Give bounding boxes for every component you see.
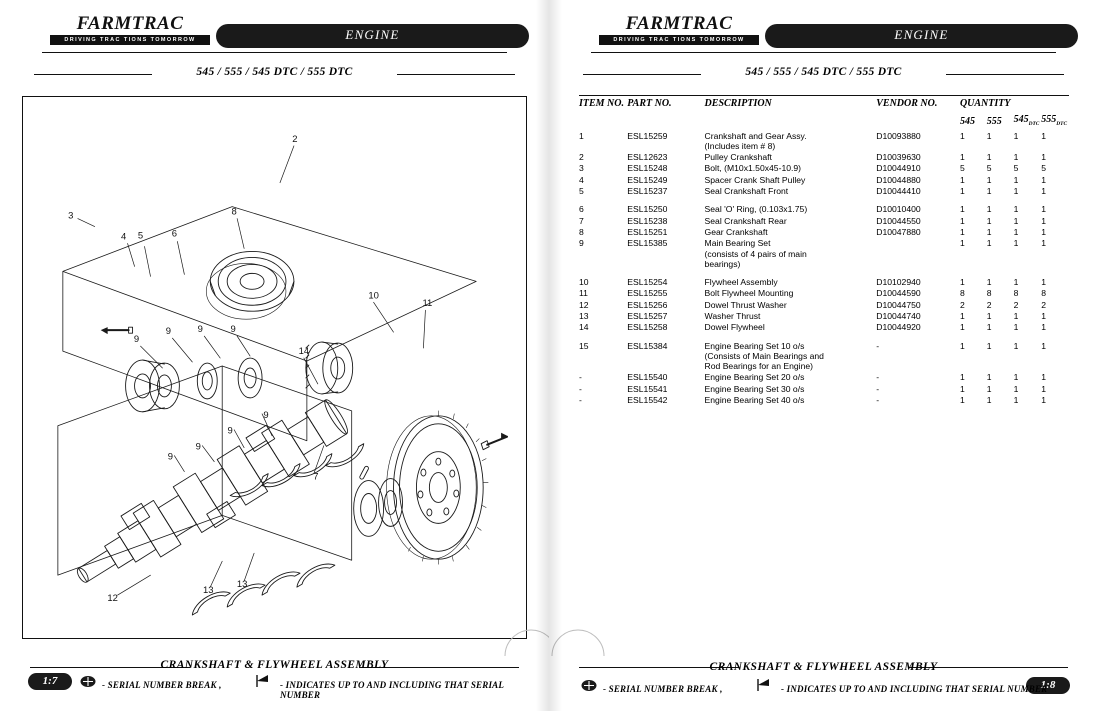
cell-qty-545dtc: 1 bbox=[1013, 383, 1019, 394]
cell-vendor-no: - bbox=[876, 383, 880, 394]
cell-vendor-no: D10044410 bbox=[876, 186, 921, 197]
svg-text:10: 10 bbox=[368, 290, 379, 302]
cell-vendor-no: D10102940 bbox=[876, 276, 921, 287]
table-row[interactable] bbox=[579, 226, 1069, 237]
cell-description: Bolt, (M10x1.50x45-10.9) bbox=[704, 163, 802, 174]
cell-qty-555dtc: 1 bbox=[1041, 372, 1047, 383]
th-qty-545: 545 bbox=[959, 116, 975, 127]
table-row[interactable] bbox=[579, 288, 1069, 299]
svg-text:4: 4 bbox=[120, 231, 127, 243]
brand-logo-right bbox=[599, 14, 759, 45]
brand-name-right: FARMTRAC bbox=[625, 13, 733, 34]
cell-part-no: ESL15251 bbox=[627, 227, 668, 238]
cell-qty-545dtc: 1 bbox=[1013, 340, 1019, 351]
cell-part-no: ESL12623 bbox=[627, 152, 668, 163]
cell-qty-555: 1 bbox=[986, 130, 992, 141]
cell-description: Pulley Crankshaft bbox=[704, 152, 772, 163]
cell-qty-555dtc: 1 bbox=[1041, 322, 1047, 333]
page-header-left bbox=[20, 8, 529, 66]
cell-item-no: 1 bbox=[579, 130, 584, 141]
page-footer-left bbox=[22, 659, 527, 703]
table-row[interactable] bbox=[579, 215, 1069, 226]
cell-item-no: 2 bbox=[579, 152, 584, 163]
table-spacer-row bbox=[579, 269, 1069, 276]
cell-item-no: 14 bbox=[579, 322, 589, 333]
svg-text:13: 13 bbox=[203, 585, 214, 597]
cell-qty-545dtc: 1 bbox=[1013, 204, 1019, 215]
cell-description: Engine Bearing Set 30 o/s bbox=[704, 383, 805, 394]
cell-description: Dowel Flywheel bbox=[704, 322, 765, 333]
section-title-pill bbox=[216, 24, 529, 48]
cell-qty-545: 1 bbox=[959, 383, 965, 394]
cell-part-no: ESL15255 bbox=[627, 288, 668, 299]
cell-qty-545: 1 bbox=[959, 322, 965, 333]
svg-text:11: 11 bbox=[422, 298, 433, 310]
svg-text:9: 9 bbox=[167, 451, 174, 463]
table-row[interactable] bbox=[579, 322, 1069, 333]
cell-qty-555dtc: 1 bbox=[1041, 340, 1047, 351]
models-text-right: 545 / 555 / 545 DTC / 555 DTC bbox=[745, 66, 902, 78]
diagram-frame bbox=[22, 96, 527, 639]
cell-part-no: ESL15237 bbox=[627, 186, 668, 197]
cell-qty-555dtc: 1 bbox=[1041, 276, 1047, 287]
cell-qty-545dtc: 1 bbox=[1013, 130, 1019, 141]
cell-item-no: - bbox=[579, 394, 582, 405]
cell-qty-555dtc: 1 bbox=[1041, 215, 1047, 226]
svg-text:9: 9 bbox=[197, 324, 203, 336]
cell-qty-555: 8 bbox=[986, 288, 992, 299]
cell-qty-555dtc: 1 bbox=[1041, 186, 1047, 197]
cell-qty-545: 1 bbox=[959, 238, 965, 249]
svg-text:9: 9 bbox=[195, 441, 201, 453]
cell-item-no: 13 bbox=[579, 310, 589, 321]
page-footer-right bbox=[571, 661, 1076, 705]
page-number-right: 1:8 bbox=[1026, 677, 1070, 694]
models-text: 545 / 555 / 545 DTC / 555 DTC bbox=[196, 66, 353, 78]
book-binding-shadow bbox=[536, 0, 562, 711]
th-item: ITEM NO. bbox=[579, 98, 625, 109]
table-row[interactable] bbox=[579, 185, 1069, 196]
cell-vendor-no: D10093880 bbox=[876, 130, 921, 141]
cell-qty-545: 1 bbox=[959, 215, 965, 226]
svg-text:9: 9 bbox=[227, 425, 233, 437]
table-spacer-row bbox=[579, 333, 1069, 340]
cell-qty-555: 1 bbox=[986, 204, 992, 215]
models-line-left bbox=[20, 66, 529, 78]
cell-qty-545: 1 bbox=[959, 276, 965, 287]
svg-text:3: 3 bbox=[68, 210, 74, 222]
cell-qty-555: 1 bbox=[986, 340, 992, 351]
footer-note-including: - INDICATES UP TO AND INCLUDING THAT SERIAL NUMBER bbox=[280, 680, 504, 700]
svg-text:2: 2 bbox=[292, 133, 298, 145]
page-header-right bbox=[569, 8, 1078, 66]
cell-qty-555: 1 bbox=[986, 372, 992, 383]
table-row[interactable] bbox=[579, 299, 1069, 310]
table-row[interactable] bbox=[579, 163, 1069, 174]
cell-qty-545: 5 bbox=[959, 163, 965, 174]
models-rule-right bbox=[397, 74, 515, 75]
cell-qty-545: 1 bbox=[959, 372, 965, 383]
cell-description: Engine Bearing Set 20 o/s bbox=[704, 372, 805, 383]
cell-item-no: 7 bbox=[579, 215, 584, 226]
cell-qty-555dtc: 1 bbox=[1041, 227, 1047, 238]
models-rule-left bbox=[34, 74, 152, 75]
cell-description: Engine Bearing Set 40 o/s bbox=[704, 394, 805, 405]
table-row[interactable] bbox=[579, 383, 1069, 394]
svg-text:9: 9 bbox=[133, 334, 140, 346]
cell-qty-555: 1 bbox=[986, 215, 992, 226]
cell-qty-545: 1 bbox=[959, 394, 965, 405]
cell-vendor-no: - bbox=[876, 372, 880, 383]
cell-qty-545: 1 bbox=[959, 204, 965, 215]
cell-qty-545: 8 bbox=[959, 288, 965, 299]
cell-qty-545dtc: 1 bbox=[1013, 394, 1019, 405]
models-line-right bbox=[569, 66, 1078, 78]
table-row[interactable] bbox=[579, 310, 1069, 321]
th-qty-545dtc: $545_{DTC}$ bbox=[1013, 114, 1040, 127]
cell-vendor-no: D10044740 bbox=[876, 310, 921, 321]
cell-vendor-no: - bbox=[876, 340, 880, 351]
header-rule-right bbox=[591, 52, 1056, 53]
cell-qty-545dtc: 1 bbox=[1013, 215, 1019, 226]
cell-qty-555: 1 bbox=[986, 238, 992, 249]
cell-vendor-no: D10047880 bbox=[876, 227, 921, 238]
cell-qty-545dtc: 1 bbox=[1013, 186, 1019, 197]
svg-text:9: 9 bbox=[263, 409, 269, 421]
cell-qty-545dtc: 1 bbox=[1013, 372, 1019, 383]
cell-qty-545: 1 bbox=[959, 174, 965, 185]
cell-qty-555dtc: 1 bbox=[1041, 174, 1047, 185]
cell-vendor-no: D10044880 bbox=[876, 174, 921, 185]
cell-part-no: ESL15254 bbox=[627, 276, 668, 287]
svg-text:12: 12 bbox=[107, 593, 118, 605]
table-row[interactable] bbox=[579, 394, 1069, 405]
table-row[interactable] bbox=[579, 340, 1069, 372]
section-title-pill-right bbox=[765, 24, 1078, 48]
cell-qty-545dtc: 1 bbox=[1013, 174, 1019, 185]
table-row[interactable] bbox=[579, 130, 1069, 151]
cell-qty-545: 1 bbox=[959, 227, 965, 238]
cell-item-no: 8 bbox=[579, 227, 584, 238]
parts-table-head bbox=[579, 96, 1069, 130]
cell-part-no: ESL15248 bbox=[627, 163, 668, 174]
cell-qty-545dtc: 2 bbox=[1013, 299, 1019, 310]
cell-vendor-no: D10044750 bbox=[876, 299, 921, 310]
cell-description: Main Bearing Set (consists of 4 pairs of main bearings) bbox=[704, 238, 807, 269]
svg-text:9: 9 bbox=[230, 324, 236, 336]
models-rule-right-r bbox=[946, 74, 1064, 75]
cell-part-no: ESL15384 bbox=[627, 340, 668, 351]
cell-vendor-no: D10044590 bbox=[876, 288, 921, 299]
cell-description: Dowel Thrust Washer bbox=[704, 299, 787, 310]
cell-qty-545: 1 bbox=[959, 340, 965, 351]
cell-qty-555dtc: 1 bbox=[1041, 152, 1047, 163]
parts-table-wrap bbox=[579, 95, 1069, 406]
th-quantity: QUANTITY bbox=[959, 98, 1011, 109]
cell-description: Seal Crankshaft Front bbox=[704, 186, 789, 197]
cell-description: Crankshaft and Gear Assy. (Includes item # 8) bbox=[704, 130, 807, 151]
table-row[interactable] bbox=[579, 151, 1069, 162]
footer-note-including-right: - INDICATES UP TO AND INCLUDING THAT SERIAL NUMBER bbox=[781, 684, 1048, 694]
cell-vendor-no: D10039630 bbox=[876, 152, 921, 163]
cell-item-no: 6 bbox=[579, 204, 584, 215]
cell-qty-545dtc: 5 bbox=[1013, 163, 1019, 174]
cell-description: Seal 'O' Ring, (0.103x1.75) bbox=[704, 204, 808, 215]
page-number-left: 1:7 bbox=[28, 673, 72, 690]
cell-description: Gear Crankshaft bbox=[704, 227, 768, 238]
cell-part-no: ESL15385 bbox=[627, 238, 668, 249]
cell-qty-555: 1 bbox=[986, 310, 992, 321]
footer-note-serial: - SERIAL NUMBER BREAK , bbox=[102, 680, 222, 690]
cell-qty-545: 1 bbox=[959, 152, 965, 163]
cell-qty-555dtc: 1 bbox=[1041, 383, 1047, 394]
cell-qty-545: 1 bbox=[959, 310, 965, 321]
cell-item-no: 4 bbox=[579, 174, 584, 185]
th-qty-555dtc: $555_{DTC}$ bbox=[1041, 114, 1068, 127]
header-rule bbox=[42, 52, 507, 53]
footer-note-serial-right: - SERIAL NUMBER BREAK , bbox=[603, 684, 723, 694]
table-row[interactable] bbox=[579, 238, 1069, 270]
cell-qty-545dtc: 1 bbox=[1013, 152, 1019, 163]
section-title: ENGINE bbox=[345, 27, 400, 42]
cell-qty-545: 1 bbox=[959, 186, 965, 197]
cell-vendor-no: D10044920 bbox=[876, 322, 921, 333]
up-to-including-icon-right bbox=[755, 677, 773, 693]
brand-name: FARMTRAC bbox=[76, 13, 184, 34]
crankshaft-flywheel-diagram bbox=[23, 97, 526, 638]
cell-item-no: - bbox=[579, 372, 582, 383]
serial-break-icon bbox=[80, 675, 96, 688]
cell-qty-555: 1 bbox=[986, 394, 992, 405]
table-row[interactable] bbox=[579, 204, 1069, 215]
cell-qty-555dtc: 1 bbox=[1041, 204, 1047, 215]
cell-qty-555: 1 bbox=[986, 276, 992, 287]
cell-qty-545dtc: 1 bbox=[1013, 227, 1019, 238]
cell-description: Engine Bearing Set 10 o/s (Consists of Main Bearings and Rod Bearings for an Engine) bbox=[704, 340, 824, 371]
cell-part-no: ESL15250 bbox=[627, 204, 668, 215]
cell-part-no: ESL15542 bbox=[627, 394, 668, 405]
cell-qty-545dtc: 8 bbox=[1013, 288, 1019, 299]
svg-text:13: 13 bbox=[236, 579, 248, 591]
page-right bbox=[549, 0, 1098, 711]
models-rule-left-r bbox=[583, 74, 701, 75]
cell-part-no: ESL15259 bbox=[627, 130, 668, 141]
cell-item-no: 5 bbox=[579, 186, 584, 197]
cell-part-no: ESL15249 bbox=[627, 174, 668, 185]
cell-qty-555dtc: 2 bbox=[1041, 299, 1047, 310]
cell-qty-555dtc: 1 bbox=[1041, 238, 1047, 249]
cell-vendor-no: D10044910 bbox=[876, 163, 921, 174]
table-row[interactable] bbox=[579, 174, 1069, 185]
cell-vendor-no bbox=[876, 238, 960, 270]
cell-description: Seal Crankshaft Rear bbox=[704, 215, 787, 226]
svg-text:8: 8 bbox=[231, 206, 237, 218]
footer-title: CRANKSHAFT & FLYWHEEL ASSEMBLY bbox=[160, 659, 389, 671]
section-title-right: ENGINE bbox=[894, 27, 949, 42]
svg-text:5: 5 bbox=[137, 230, 144, 242]
cell-qty-545dtc: 1 bbox=[1013, 238, 1019, 249]
cell-part-no: ESL15258 bbox=[627, 322, 668, 333]
th-part: PART NO. bbox=[627, 98, 672, 109]
cell-item-no: 11 bbox=[579, 288, 588, 299]
brand-logo bbox=[50, 14, 210, 45]
cell-qty-545dtc: 1 bbox=[1013, 276, 1019, 287]
cell-qty-555: 1 bbox=[986, 227, 992, 238]
cell-qty-555dtc: 1 bbox=[1041, 394, 1047, 405]
cell-qty-555: 1 bbox=[986, 186, 992, 197]
cell-description: Flywheel Assembly bbox=[704, 276, 778, 287]
cell-qty-545: 1 bbox=[959, 130, 965, 141]
cell-part-no: ESL15257 bbox=[627, 310, 668, 321]
brand-tagline-right: DRIVING TRAC TIONS TOMORROW bbox=[599, 35, 759, 45]
table-row[interactable] bbox=[579, 372, 1069, 383]
cell-qty-555: 5 bbox=[986, 163, 992, 174]
cell-part-no: ESL15256 bbox=[627, 299, 668, 310]
serial-break-icon-right bbox=[581, 679, 597, 692]
parts-table bbox=[579, 96, 1069, 406]
footer-title-right: CRANKSHAFT & FLYWHEEL ASSEMBLY bbox=[709, 661, 938, 673]
cell-qty-555: 2 bbox=[986, 299, 992, 310]
cell-description: Bolt Flywheel Mounting bbox=[704, 288, 794, 299]
cell-item-no: - bbox=[579, 383, 582, 394]
cell-part-no: ESL15238 bbox=[627, 215, 668, 226]
cell-qty-545dtc: 1 bbox=[1013, 322, 1019, 333]
cell-vendor-no: D10010400 bbox=[876, 204, 921, 215]
cell-qty-545dtc: 1 bbox=[1013, 310, 1019, 321]
table-row[interactable] bbox=[579, 276, 1069, 287]
cell-description: Spacer Crank Shaft Pulley bbox=[704, 174, 806, 185]
th-description: DESCRIPTION bbox=[704, 98, 772, 109]
cell-qty-555: 1 bbox=[986, 322, 992, 333]
cell-qty-555: 1 bbox=[986, 152, 992, 163]
cell-qty-555dtc: 1 bbox=[1041, 130, 1047, 141]
cell-item-no: 12 bbox=[579, 299, 589, 310]
cell-part-no: ESL15541 bbox=[627, 383, 668, 394]
cell-qty-555dtc: 5 bbox=[1041, 163, 1047, 174]
parts-table-body bbox=[579, 130, 1069, 406]
svg-text:9: 9 bbox=[165, 326, 172, 338]
svg-text:6: 6 bbox=[171, 228, 178, 240]
th-vendor: VENDOR NO. bbox=[876, 98, 938, 109]
cell-qty-545: 2 bbox=[959, 299, 965, 310]
th-qty-555: 555 bbox=[986, 116, 1002, 127]
cell-part-no: ESL15540 bbox=[627, 372, 668, 383]
cell-item-no: 15 bbox=[579, 340, 589, 351]
cell-qty-555: 1 bbox=[986, 174, 992, 185]
cell-vendor-no: - bbox=[876, 394, 880, 405]
cell-vendor-no: D10044550 bbox=[876, 215, 921, 226]
up-to-including-icon bbox=[254, 673, 272, 689]
cell-description: Washer Thrust bbox=[704, 310, 761, 321]
svg-text:14: 14 bbox=[298, 346, 310, 358]
table-spacer-row bbox=[579, 197, 1069, 204]
cell-item-no: 9 bbox=[579, 238, 584, 249]
cell-qty-555dtc: 8 bbox=[1041, 288, 1047, 299]
cell-item-no: 10 bbox=[579, 276, 589, 287]
cell-item-no: 3 bbox=[579, 163, 584, 174]
cell-qty-555: 1 bbox=[986, 383, 992, 394]
cell-qty-555dtc: 1 bbox=[1041, 310, 1047, 321]
svg-text:7: 7 bbox=[313, 471, 319, 483]
brand-tagline: DRIVING TRAC TIONS TOMORROW bbox=[50, 35, 210, 45]
